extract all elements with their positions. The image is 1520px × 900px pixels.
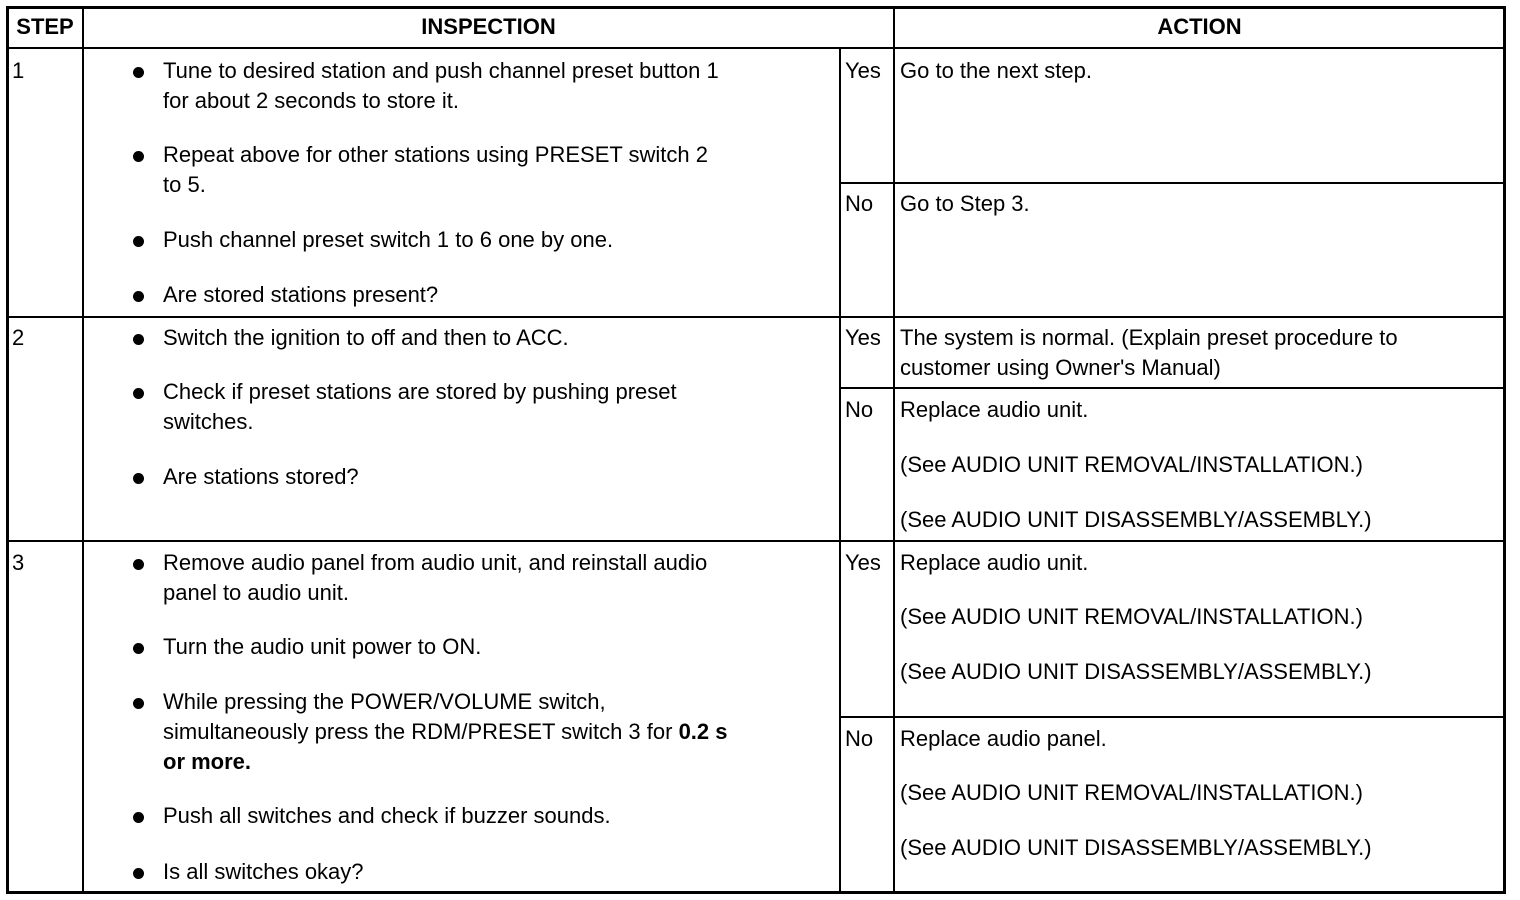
- step-number: 3: [12, 550, 25, 575]
- divider: [839, 716, 1506, 718]
- bullet-icon: [133, 236, 144, 247]
- action-text: Go to Step 3.: [900, 191, 1030, 216]
- bullet-icon: [133, 151, 144, 162]
- inspection-text: panel to audio unit.: [163, 580, 349, 605]
- step-number: 2: [12, 325, 25, 350]
- step-number: 1: [12, 58, 25, 83]
- bullet-icon: [133, 67, 144, 78]
- bullet-icon: [133, 559, 144, 570]
- bullet-icon: [133, 643, 144, 654]
- action-text: (See AUDIO UNIT DISASSEMBLY/ASSEMBLY.): [900, 659, 1372, 684]
- inspection-text-bold: 0.2 s: [678, 719, 728, 744]
- bullet-icon: [133, 698, 144, 709]
- bullet-icon: [133, 291, 144, 302]
- inspection-text: Repeat above for other stations using PRESET switch 2: [163, 142, 708, 167]
- no-label: No: [845, 397, 874, 422]
- inspection-text: Are stations stored?: [163, 464, 359, 489]
- action-text: customer using Owner's Manual): [900, 355, 1221, 380]
- inspection-text: Tune to desired station and push channel preset button 1: [163, 58, 719, 83]
- bullet-icon: [133, 868, 144, 879]
- inspection-text: switches.: [163, 409, 254, 434]
- action-text: (See AUDIO UNIT DISASSEMBLY/ASSEMBLY.): [900, 507, 1372, 532]
- inspection-text: Push all switches and check if buzzer sounds.: [163, 803, 611, 828]
- action-text: Go to the next step.: [900, 58, 1093, 83]
- divider: [839, 387, 1506, 389]
- header-action: ACTION: [1157, 14, 1242, 39]
- inspection-text-bold: or more.: [163, 749, 252, 774]
- divider: [6, 316, 1506, 318]
- action-text: The system is normal. (Explain preset procedure to: [900, 325, 1398, 350]
- inspection-text: While pressing the POWER/VOLUME switch,: [163, 689, 606, 714]
- action-text: (See AUDIO UNIT REMOVAL/INSTALLATION.): [900, 780, 1363, 805]
- inspection-text: Remove audio panel from audio unit, and reinstall audio: [163, 550, 708, 575]
- divider: [82, 6, 84, 894]
- yes-label: Yes: [845, 325, 881, 350]
- divider: [893, 6, 895, 894]
- inspection-text: [163, 717, 728, 747]
- no-label: No: [845, 726, 874, 751]
- inspection-text: Turn the audio unit power to ON.: [163, 634, 482, 659]
- yes-label: Yes: [845, 58, 881, 83]
- action-text: Replace audio unit.: [900, 397, 1089, 422]
- divider: [6, 47, 1506, 49]
- inspection-text: Check if preset stations are stored by pushing preset: [163, 379, 677, 404]
- no-label: No: [845, 191, 874, 216]
- inspection-text: to 5.: [163, 172, 206, 197]
- bullet-icon: [133, 334, 144, 345]
- bullet-icon: [133, 812, 144, 823]
- action-text: (See AUDIO UNIT REMOVAL/INSTALLATION.): [900, 604, 1363, 629]
- inspection-text-part: simultaneously press the RDM/PRESET switch 3 for: [163, 719, 679, 744]
- inspection-text: Push channel preset switch 1 to 6 one by one.: [163, 227, 614, 252]
- inspection-text: Is all switches okay?: [163, 859, 364, 884]
- action-text: Replace audio panel.: [900, 726, 1107, 751]
- header-inspection: INSPECTION: [421, 14, 556, 39]
- inspection-text: Are stored stations present?: [163, 282, 439, 307]
- header-step: STEP: [16, 14, 74, 39]
- divider: [6, 540, 1506, 542]
- inspection-text: Switch the ignition to off and then to ACC.: [163, 325, 569, 350]
- bullet-icon: [133, 473, 144, 484]
- inspection-text: for about 2 seconds to store it.: [163, 88, 459, 113]
- yes-label: Yes: [845, 550, 881, 575]
- divider: [839, 48, 841, 894]
- action-text: (See AUDIO UNIT DISASSEMBLY/ASSEMBLY.): [900, 835, 1372, 860]
- action-text: (See AUDIO UNIT REMOVAL/INSTALLATION.): [900, 452, 1363, 477]
- action-text: Replace audio unit.: [900, 550, 1089, 575]
- bullet-icon: [133, 388, 144, 399]
- divider: [839, 182, 1506, 184]
